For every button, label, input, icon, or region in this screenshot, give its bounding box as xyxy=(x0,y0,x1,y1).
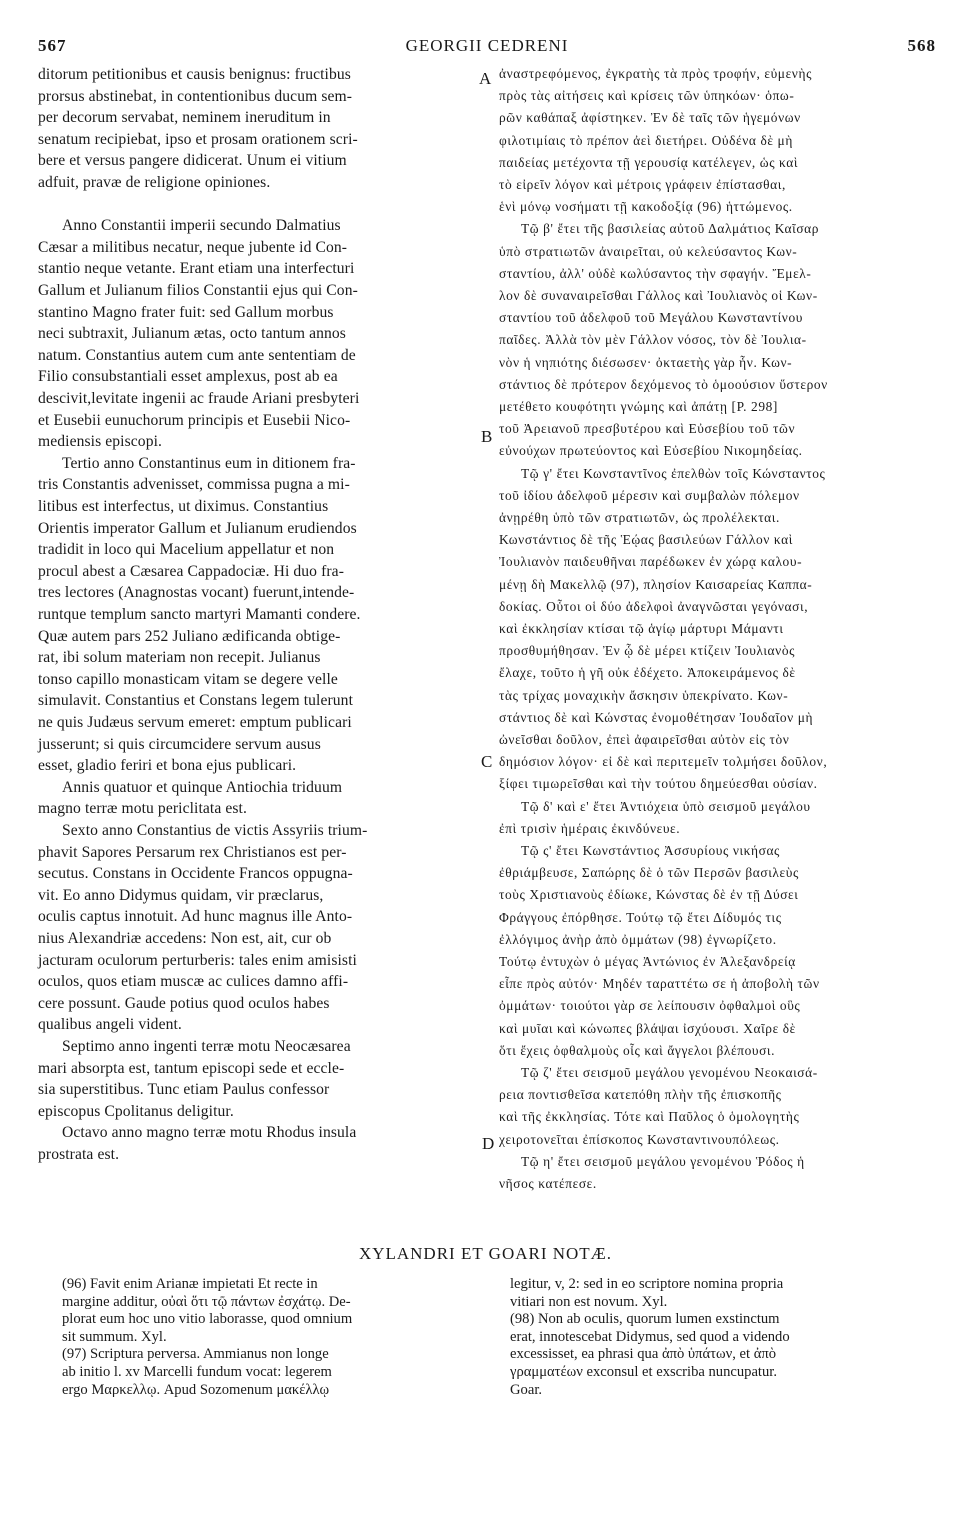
greek-text-line: τοῦ ἰδίου ἀδελφοῦ μέρεσιν καὶ συμβαλὼν πόλεμον xyxy=(499,487,800,503)
greek-text-line: σταντίου τοῦ ἀδελφοῦ τοῦ Μεγάλου Κωνσταντίνου xyxy=(499,310,803,326)
page-number-left: 567 xyxy=(38,36,67,55)
latin-text-line: Orientis imperator Gallum et Julianum erudiendos xyxy=(38,519,357,537)
latin-text-line: descivit,levitate ingenii ac fraude Ariani presbyteri xyxy=(38,390,360,407)
running-title: GEORGII CEDRENI xyxy=(405,36,569,55)
note-line: excessisset, ea phrasi qua ἀπὸ ὑπάτων, et ἀπὸ xyxy=(510,1346,777,1363)
greek-text-line: Τῷ γ' ἔτει Κωνσταντῖνος ἐπελθὼν τοῖς Κώνσταντος xyxy=(521,465,826,481)
note-line: legitur, v, 2: sed in eo scriptore nomina propria xyxy=(510,1276,784,1292)
greek-text-line: ξίφει τιμωρεῖσθαι καὶ τὴν τούτου δημεύεσθαι οὐσίαν. xyxy=(499,776,818,792)
section-marker-a: A xyxy=(479,69,492,88)
notes-title: XYLANDRI ET GOARI NOTÆ. xyxy=(358,1244,613,1263)
latin-text-line: qualibus angeli vident. xyxy=(38,1016,182,1034)
greek-text-line: ἀναστρεφόμενος, ἐγκρατὴς τὰ πρὸς τροφήν, εὐμενὴς xyxy=(499,66,812,81)
latin-text-line: secutus. Constans in Occidente Francos oppugna- xyxy=(38,865,353,883)
section-marker-d: D xyxy=(482,1134,495,1153)
greek-text-line: δημόσιον λόγον· εἰ δὲ καὶ περιτεμεῖν τολμήσει δοῦλον, xyxy=(499,754,828,770)
latin-text-line: stantino Magno frater fuit: sed Gallum morbus xyxy=(38,303,334,321)
greek-text-line: λον δὲ συναναιρεῖσθαι Γάλλος καὶ Ἰουλιανὸς οἱ Κων- xyxy=(499,288,818,303)
latin-text-line: runtque templum sancto martyri Mamanti condere. xyxy=(38,606,361,623)
greek-text-line: μετέθετο κουφότητι γνώμης καὶ ἀπάτῃ [P. 298] xyxy=(499,399,778,414)
latin-text-line: mari absorpta est, tantum episcopi sede et eccle- xyxy=(38,1059,345,1077)
note-line: erat, innotescebat Didymus, sed quod a videndo xyxy=(510,1328,790,1345)
latin-text-line: tris Constantis advenisset, commissa pugna a mi- xyxy=(38,476,350,494)
note-line: plorat eum hoc uno vitio laborasse, quod omnium xyxy=(62,1311,353,1328)
latin-text-line: ne quis Judæus servum emeret: emptum publicari xyxy=(38,714,352,731)
greek-text-line: ὑπὸ στρατιωτῶν ἀναιρεῖται, οὐ κελεύσαντος Κων- xyxy=(499,243,798,259)
greek-text-line: ἑνὶ μόνῳ νοσήματι τῇ κακοδοξίᾳ (96) ἡττώμενος. xyxy=(499,199,793,215)
note-line: sit summum. Xyl. xyxy=(62,1328,167,1345)
latin-text-line: Annis quatuor et quinque Antiochia triduum xyxy=(62,778,343,796)
greek-text-line: Τῷ ζ' ἔτει σεισμοῦ μεγάλου γενομένου Νεοκαισά- xyxy=(521,1065,818,1080)
greek-text-line: τοὺς Χριστιανοὺς ἐδίωκε, Κώνστας δὲ ἐν τῇ Δύσει xyxy=(499,887,799,903)
greek-text-line: Τῷ δ' καὶ ε' ἔτει Ἀντιόχεια ὑπὸ σεισμοῦ μεγάλου xyxy=(521,798,811,814)
section-marker-c: C xyxy=(481,752,493,771)
latin-text-line: nius Alexandriæ accedens: Non est, ait, cur ob xyxy=(38,930,332,947)
greek-text-line: νῆσος κατέπεσε. xyxy=(499,1176,597,1191)
greek-text-line: ἐπὶ τρισὶν ἡμέραις ἐκινδύνευε. xyxy=(499,820,681,836)
greek-text-line: ὀμμάτων· τοιούτοι γὰρ σε λείπουσιν ὀφθαλμοὶ οὓς xyxy=(499,998,801,1014)
greek-text-line: νὸν ἡ νηπιότης διέσωσεν· ὀκταετὴς γὰρ ἦν. Κων- xyxy=(499,354,793,370)
greek-text-line: ἐλλόγιμος ἀνὴρ ἀπὸ ὀμμάτων (98) ἐγνωρίζετο. xyxy=(499,931,777,947)
greek-text-line: ὠνεῖσθαι δοῦλον, ἐπεὶ ἀφαιρεῖσθαι αὐτὸν εἰς τὸν xyxy=(499,732,790,747)
greek-text-line: τὰς τρίχας μοναχικὴν ἄσκησιν ὑπεκρίνατο. Κων- xyxy=(499,687,789,703)
latin-text-line: et Eusebii eunuchorum principis et Eusebii Nico- xyxy=(38,411,351,429)
section-marker-b: B xyxy=(481,427,493,446)
latin-text-line: rat, ibi solum materiam non recepit. Julianus xyxy=(38,649,321,667)
latin-text-line: jusserunt; si quis circumcidere servum ausus xyxy=(38,735,321,753)
latin-text-line: mediensis episcopi. xyxy=(38,433,163,451)
greek-text-line: ἐθριάμβευσε, Σαπώρης δὲ ὁ τῶν Περσῶν βασιλεὺς xyxy=(499,865,799,881)
greek-text-line: καὶ ἐκκλησίαν κτίσαι τῷ ἁγίῳ μάρτυρι Μάμαντι xyxy=(499,621,784,636)
latin-text-line: vit. Eo anno Didymus quidam, vir præclarus, xyxy=(38,886,324,904)
note-line: (98) Non ab oculis, quorum lumen exstinctum xyxy=(510,1311,780,1328)
latin-text-line: tres lectores (Anagnostas vocant) fuerunt,intende- xyxy=(38,584,355,602)
latin-text-line: magno terræ motu periclitata est. xyxy=(38,800,247,818)
greek-text-line: στάντιος δὲ πρότερον δεχόμενος τὸ ὁμοούσιον ὕστερον xyxy=(499,376,828,392)
latin-text-line: oculos, quos etiam muscæ ac culices damno affi- xyxy=(38,973,349,991)
latin-text-line: Cæsar a militibus necatur, neque jubente id Con- xyxy=(38,238,348,256)
greek-text-line: τοῦ Ἀρειανοῦ πρεσβυτέρου καὶ Εὐσεβίου τοῦ τῶν xyxy=(499,421,796,437)
note-line: vitiari non est novum. Xyl. xyxy=(510,1293,668,1310)
latin-text-line: prorsus abstinebat, in contentionibus ducum sem- xyxy=(38,87,353,105)
greek-text-line: δοκίας. Οὗτοι οἱ δύο ἀδελφοὶ ἀναγνῶσται γεγόνασι, xyxy=(499,598,809,614)
greek-text-line: Τούτῳ ἐντυχὼν ὁ μέγας Ἀντώνιος ἐν Ἀλεξανδρείᾳ xyxy=(499,954,796,969)
latin-text-line: ditorum petitionibus et causis benignus: fructibus xyxy=(38,66,351,83)
greek-text-line: ὅτι ἔχεις ὀφθαλμοὺς οἷς καὶ ἄγγελοι βλέπουσι. xyxy=(499,1042,776,1058)
latin-text-line: sia superstitibus. Tunc etiam Paulus confessor xyxy=(38,1081,330,1099)
note-line: ab initio l. xv Marcelli fundum vocat: legerem xyxy=(62,1364,332,1380)
latin-text-line: stantio neque vetante. Erant etiam una interfecturi xyxy=(38,260,355,278)
note-line: (96) Favit enim Arianæ impietati Et recte in xyxy=(62,1276,318,1292)
page-number-right: 568 xyxy=(907,36,936,55)
latin-text-line: Septimo anno ingenti terræ motu Neocæsarea xyxy=(62,1038,351,1055)
greek-text-line: σταντίου, ἀλλ' οὐδὲ κωλύσαντος τὴν σφαγήν. Ἔμελ- xyxy=(499,265,812,281)
greek-text-line: Φράγγους ἐπόρθησε. Τούτῳ τῷ ἔτει Δίδυμός τις xyxy=(499,909,782,925)
latin-text-line: cere possunt. Gaude potius quod oculos habes xyxy=(38,994,330,1012)
latin-text-line: per decorum servabat, neminem ineruditum in xyxy=(38,109,331,127)
greek-text-line: φιλοτιμίαις τὸ πρέπον ἀεὶ διετήρει. Οὐδένα δὲ μὴ xyxy=(499,132,793,148)
latin-text-line: procul abest a Cæsarea Cappadociæ. Hi duo fra- xyxy=(38,562,344,580)
latin-text-line: Gallum et Julianum filios Constantii ejus qui Con- xyxy=(38,282,358,299)
latin-text-line: Tertio anno Constantinus eum in ditionem fra- xyxy=(62,454,356,472)
latin-text-line: Filio consubstantiali esset amplexus, post ab ea xyxy=(38,368,338,386)
greek-text-line: ἔλαχε, τοῦτο ἡ γῆ οὐκ ἐδέχετο. Ἀποκειράμενος δὲ xyxy=(499,665,796,681)
greek-text-line: ρεια ποντισθεῖσα κατεπόθη πλὴν τῆς ἐπισκοπῆς xyxy=(499,1087,782,1103)
latin-text-line: tonso capillo monasticam vitam se degere velle xyxy=(38,670,338,688)
greek-text-line: τὸ εἰρεῖν λόγον καὶ μέτροις γράφειν ἐπίστασθαι, xyxy=(499,177,786,192)
latin-text-line: esset, gladio feriri et bona ejus publicari. xyxy=(38,757,297,775)
greek-text-line: μένῃ δὴ Μακελλῷ (97), πλησίον Καισαρείας Καππα- xyxy=(499,576,813,592)
greek-text-line: χειροτονεῖται ἐπίσκοπος Κωνσταντινουπόλεως. xyxy=(499,1131,780,1147)
greek-text-line: εὐνούχων πρωτεύοντος καὶ Εὐσεβίου Νικομηδείας. xyxy=(499,443,803,459)
greek-text-line: καὶ μυῖαι καὶ κώνωπες βλάψαι ἰσχύουσι. Χαῖρε δὲ xyxy=(499,1020,796,1036)
note-line: γραμματέων exconsul et exscriba nuncupatur. xyxy=(510,1364,777,1380)
greek-text-line: ρῶν καθάπαξ ἀφίστηκεν. Ἐν δὲ ταῖς τῶν ἡγεμόνων xyxy=(499,110,801,126)
greek-text-line: εἶπε πρὸς αὐτόν· Μηδέν ταραττέτω σε ἡ ἀποβολὴ τῶν xyxy=(499,976,820,992)
greek-text-line: Κωνστάντιος δὲ τῆς Ἑῴας βασιλεύων Γάλλον καὶ xyxy=(499,532,793,548)
latin-text-line: simulavit. Constantius et Constans legem tulerunt xyxy=(38,692,354,710)
greek-text-line: Τῷ β' ἔτει τῆς βασιλείας αὐτοῦ Δαλμάτιος Καῖσαρ xyxy=(521,221,820,237)
latin-text-line: jacturam oculorum perturberis: tales enim amisisti xyxy=(38,951,357,969)
greek-text-line: ἀνῃρέθη ὑπὸ τῶν στρατιωτῶν, ὡς προλέλεκται. xyxy=(499,510,780,525)
greek-text-line: στάντιος δὲ καὶ Κώνστας ἐνομοθέτησαν Ἰουδαῖον μὴ xyxy=(499,709,814,725)
latin-text-line: phavit Sapores Persarum rex Christianos est per- xyxy=(38,843,347,861)
latin-text-line: bere et versus pangere didicerat. Unum ei vitium xyxy=(38,152,347,170)
greek-text-line: παῖδες. Ἀλλὰ τὸν μὲν Γάλλον νόσος, τὸν δὲ Ἰουλια- xyxy=(499,332,807,348)
greek-text-line: πρὸς τὰς αἰτήσεις καὶ κρίσεις τῶν ὑπηκόων· ὁπω- xyxy=(499,88,795,104)
latin-text-line: natum. Constantius autem cum ante sententiam de xyxy=(38,346,356,364)
note-line: ergo Μαρκελλῳ. Apud Sozomenum μακέλλῳ xyxy=(62,1381,330,1398)
latin-text-line: Quæ autem pars 252 Juliano ædificanda obtige- xyxy=(38,627,341,645)
latin-text-line: prostrata est. xyxy=(38,1146,120,1163)
latin-text-line: Octavo anno magno terræ motu Rhodus insula xyxy=(62,1124,357,1142)
greek-text-line: παιδείας μετέχοντα τῇ γερουσίᾳ κατέλεγεν, ὡς καὶ xyxy=(499,154,799,170)
latin-text-line: oculis captus innotuit. Ad hunc magnus ille Anto- xyxy=(38,908,353,926)
latin-text-line: adfuit, pravæ de religione opiniones. xyxy=(38,174,271,191)
note-line: margine additur, οὐαὶ ὅτι τῷ πάντων ἐσχάτῳ. De- xyxy=(62,1293,351,1310)
latin-text-line: Anno Constantii imperii secundo Dalmatius xyxy=(62,217,341,235)
latin-text-line: litibus est interfectus, ut diximus. Constantius xyxy=(38,498,329,515)
latin-text-line: episcopus Cpolitanus deligitur. xyxy=(38,1102,234,1120)
running-header xyxy=(38,36,936,58)
greek-text-line: Τῷ ς' ἔτει Κωνστάντιος Ἀσσυρίους νικήσας xyxy=(521,843,780,858)
note-line: Goar. xyxy=(510,1381,543,1398)
note-line: (97) Scriptura perversa. Ammianus non longe xyxy=(62,1346,329,1363)
greek-text-line: Τῷ η' ἔτει σεισμοῦ μεγάλου γενομένου Ῥόδος ἡ xyxy=(521,1153,805,1169)
latin-text-line: Sexto anno Constantius de victis Assyriis trium- xyxy=(62,822,368,839)
greek-text-line: Ἰουλιανὸν παιδευθῆναι παρέδωκεν ἐν χώρᾳ καλου- xyxy=(499,554,803,570)
latin-text-line: tradidit in loco qui Macelium appellatur et non xyxy=(38,541,335,559)
latin-text-line: neci subtraxit, Julianum ætas, octo tantum annos xyxy=(38,325,346,343)
latin-text-line: senatum recipiebat, ipso et prosam orationem scri- xyxy=(38,130,358,148)
greek-text-line: προσθυμήθησαν. Ἐν ᾧ δὲ μέρει κτίζειν Ἰουλιανὸς xyxy=(499,643,796,659)
greek-text-line: καὶ τῆς ἐκκλησίας. Τότε καὶ Παῦλος ὁ ὁμολογητὴς xyxy=(499,1109,800,1125)
